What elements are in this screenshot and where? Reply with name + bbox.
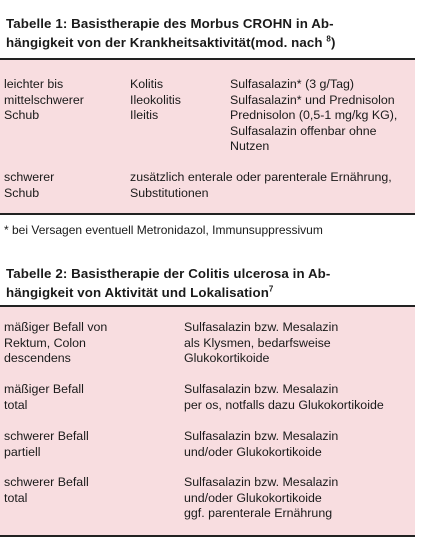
t2-r2-therapy-1: Sulfasalazin bzw. Mesalazin [184, 382, 339, 396]
t1-r1-therapy-5: Nutzen [230, 139, 270, 153]
t2-r1-condition-2: Rektum, Colon [4, 335, 86, 350]
t2-r1-therapy-1: Sulfasalazin bzw. Mesalazin [184, 320, 339, 334]
t2-r2-condition-1: mäßiger Befall [4, 382, 84, 396]
t2-r3-therapy-2: und/oder Glukokortikoide [184, 444, 322, 459]
t1-r1-severity-2: mittelschwerer [4, 92, 84, 107]
t2-r3-therapy-1: Sulfasalazin bzw. Mesalazin [184, 429, 339, 443]
t1-r1-severity-3: Schub [4, 108, 40, 122]
t1-r1-therapy-1: Sulfasalazin* (3 g/Tag) [230, 77, 354, 91]
t2-r4-therapy-3: ggf. parenterale Ernährung [184, 506, 333, 520]
table1-title [6, 14, 414, 52]
t1-r2-therapy-2: Substitutionen [130, 185, 209, 200]
table2-title-line2: hängigkeit von Aktivität und Lokalisation$^7$ [6, 284, 274, 300]
t1-r1-severity-1: leichter bis [4, 77, 64, 91]
t1-r1-therapy-3: Prednisolon (0,5-1 mg/kg KG), [230, 108, 398, 122]
t2-r4-condition-1: schwerer Befall [4, 475, 89, 489]
t1-r2-therapy-1: zusätzlich enterale oder parenterale Ernährung, [130, 170, 392, 184]
table1-title-line2: hängigkeit von der Krankheitsaktivität(mod. nach $^8$) [6, 34, 336, 50]
t2-r2-condition-2: total [4, 397, 28, 412]
t2-r4-therapy-1: Sulfasalazin bzw. Mesalazin [184, 475, 339, 489]
t1-r2-severity-2: Schub [4, 185, 40, 200]
table2-title [6, 264, 414, 302]
t1-r1-location-2: Ileokolitis [130, 92, 181, 107]
table1-footnote: * bei Versagen eventuell Metronidazol, Immunsuppressivum [4, 223, 323, 237]
t2-r1-therapy-2: als Klysmen, bedarfsweise [184, 335, 331, 350]
t2-r2-therapy-2: per os, notfalls dazu Glukokortikoide [184, 397, 384, 412]
table2-bottom-rule [0, 535, 415, 537]
t2-r1-condition-1: mäßiger Befall von [4, 320, 108, 334]
t2-r1-condition-3: descendens [4, 351, 71, 365]
t1-r1-location-3: Ileitis [130, 108, 159, 122]
t2-r3-condition-1: schwerer Befall [4, 429, 89, 443]
t2-r3-condition-2: partiell [4, 444, 41, 459]
t1-r2-severity-1: schwerer [4, 170, 55, 184]
t2-r4-condition-2: total [4, 490, 28, 505]
table1-bottom-rule [0, 213, 415, 215]
t1-r1-location-1: Kolitis [130, 77, 164, 91]
t2-r1-therapy-3: Glukokortikoide [184, 351, 270, 365]
table2-title-line1: Tabelle 2: Basistherapie der Colitis ulcerosa in Ab- [6, 266, 331, 281]
t1-r1-therapy-2: Sulfasalazin* und Prednisolon [230, 92, 395, 107]
table1-title-line1: Tabelle 1: Basistherapie des Morbus CROHN in Ab- [6, 16, 334, 31]
t2-r4-therapy-2: und/oder Glukokortikoide [184, 490, 322, 505]
t1-r1-therapy-4: Sulfasalazin offenbar ohne [230, 123, 377, 138]
